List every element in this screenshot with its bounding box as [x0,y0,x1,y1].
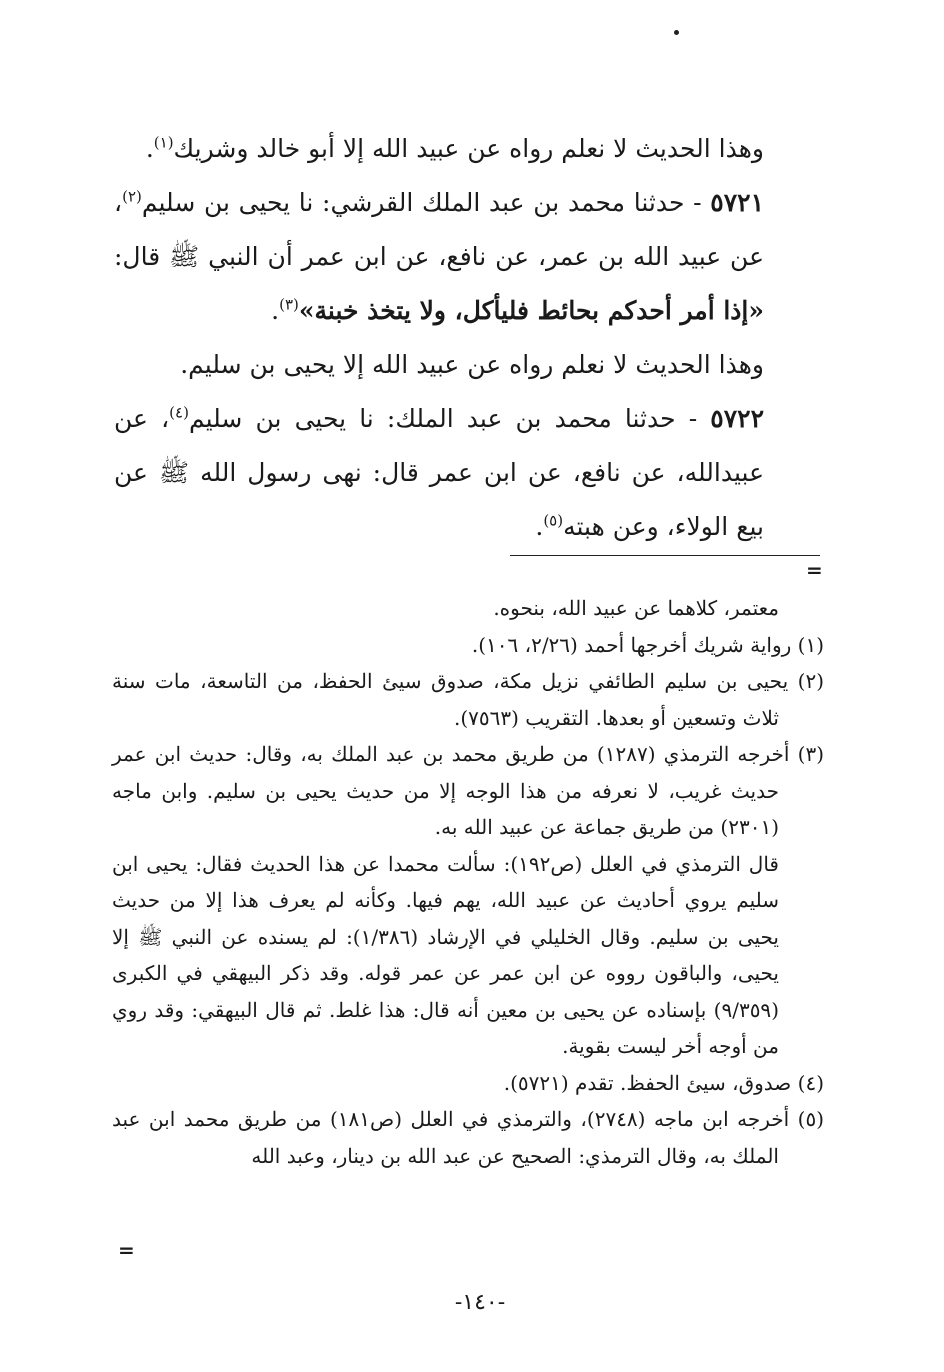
footnote-ref-2: (٢) [122,187,142,206]
hadith-5722-end: . [535,512,544,541]
main-text [114,122,824,554]
hadith-5721 [114,176,824,338]
hadith-5721-isnad: - حدثنا محمد بن عبد الملك القرشي: نا يحيى بن سليم [141,188,711,217]
footnote-ref-1: (١) [153,133,174,152]
continuation-mark-bottom: = [118,1238,135,1262]
hadith-5721-end: . [271,296,280,325]
footnote-4: (٤) صدوق، سيئ الحفظ. تقدم (٥٧٢١). [503,1070,824,1095]
hadith-number: ٥٧٢٢ [710,404,764,433]
main-paragraph-1 [114,122,824,176]
footnote-ref-3: (٣) [279,295,299,314]
footnote-5: (٥) أخرجه ابن ماجه (٢٧٤٨)، والترمذي في العلل (ص١٨١) من طريق محمد ابن عبد الملك به، وقال الترمذي: الصحيح عن عبد الله بن دينار، وعبد الله [112,1107,824,1168]
hadith-5722-isnad: - حدثنا محمد بن عبد الملك: نا يحيى بن سليم [188,404,711,433]
footnote-ref-5: (٥) [543,511,564,530]
footnote-continuation: معتمر، كلاهما عن عبيد الله، بنحوه. [493,596,779,620]
footnote-3: (٣) أخرجه الترمذي (١٢٨٧) من طريق محمد بن عبد الملك به، وقال: حديث ابن عمر حديث غريب، لا نعرفه من هذا الوجه إلا من حديث يحيى بن سليم. وابن ماجه (٢٣٠١) من طريق جماعة عن عبيد الله به. [112,742,824,839]
main-paragraph-1-text: وهذا الحديث لا نعلم رواه عن عبيد الله إلا أبو خالد وشريك [173,134,764,163]
page-dot [674,30,679,35]
footnote-ref-4: (٤) [169,403,189,422]
hadith-5722-text: ، عن عبيدالله، عن نافع، عن ابن عمر قال: نهى رسول الله ﷺ عن بيع الولاء، وعن هبته [114,404,764,541]
main-paragraph-1-end: . [145,134,154,163]
footnote-1: (١) رواية شريك أخرجها أحمد (٢/٢٦، ١٠٦). [471,632,824,657]
page-number: -١٤٠- [454,1290,506,1315]
footnote-separator [510,555,820,556]
main-paragraph-2: وهذا الحديث لا نعلم رواه عن عبيد الله إلا يحيى بن سليم. [180,350,764,379]
hadith-5722 [114,392,824,554]
hadith-number: ٥٧٢١ [710,188,764,217]
continuation-mark-top: = [806,558,823,582]
hadith-5721-chain: ، عن عبيد الله بن عمر، عن نافع، عن ابن عمر أن النبي ﷺ قال: [114,188,764,271]
footnote-2: (٢) يحيى بن سليم الطائفي نزيل مكة، صدوق سيئ الحفظ، من التاسعة، مات سنة ثلاث وتسعين أو بعدها. التقريب (٧٥٦٣). [112,669,824,730]
hadith-5721-matn: «إذا أمر أحدكم بحائط فليأكل، ولا يتخذ خبنة» [298,296,764,325]
footnote-3-continued: قال الترمذي في العلل (ص١٩٢): سألت محمدا عن هذا الحديث فقال: يحيى ابن سليم يروي أحاديث عن عبيد الله، يهم فيها. وكأنه لم يعرف هذا إلا من حديث يحيى بن سليم. وقال الخليلي في الإرشاد (١/٣٨٦): لم يسنده عن النبي ﷺ إلا يحيى، والباقون رووه عن ابن عمر عن عمر قوله. وقد ذكر البيهقي في الكبرى (٩/٣٥٩) بإسناده عن يحيى بن معين أنه قال: هذا غلط. ثم قال البيهقي: وقد روي من أوجه أخر ليست بقوية. [112,851,779,1058]
footnotes [112,590,824,1174]
